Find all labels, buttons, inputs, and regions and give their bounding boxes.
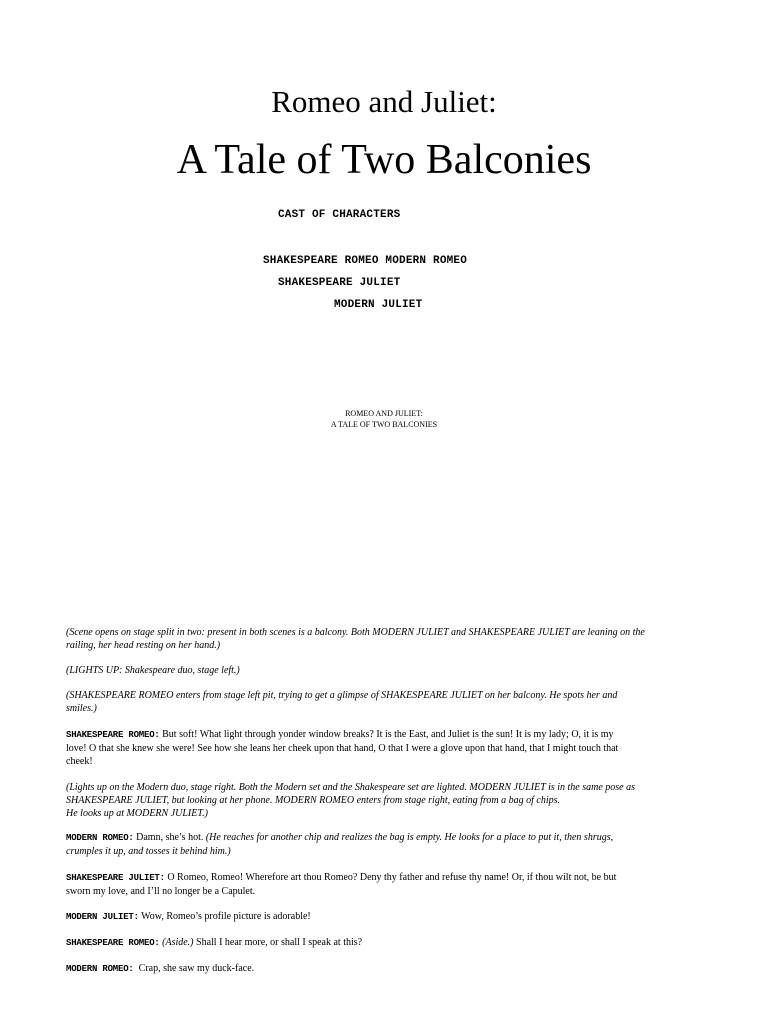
script-line: love! O that she knew she were! See how she leans her cheek upon that hand, O that I were a glove upon that hand, that I might touch that xyxy=(66,743,619,754)
speaker-name: MODERN ROMEO: xyxy=(66,964,134,974)
dialogue-shakespeare-juliet-1 xyxy=(66,871,706,898)
script-line: cheek! xyxy=(66,756,93,767)
dialogue-text: Crap, she saw my duck-face. xyxy=(133,963,255,974)
dialogue-shakespeare-romeo-2 xyxy=(66,936,706,950)
script-line: (Scene opens on stage split in two: present in both scenes is a balcony. Both MODERN JULIET and SHAKESPEARE JULIET are leaning on the xyxy=(66,627,645,638)
script-line: railing, her head resting on her hand.) xyxy=(66,640,221,651)
script-line: (LIGHTS UP: Shakespeare duo, stage left.) xyxy=(66,665,240,676)
script-line: crumples it up, and tosses it behind him.) xyxy=(66,846,231,857)
stage-direction: (Aside.) xyxy=(159,937,194,948)
dialogue-shakespeare-romeo-1 xyxy=(66,728,706,768)
cast-line-1: SHAKESPEARE ROMEO MODERN ROMEO xyxy=(263,255,468,267)
script-line: (SHAKESPEARE ROMEO enters from stage left pit, trying to get a glimpse of SHAKESPEARE JULIET on her balcony. He spots her and xyxy=(66,690,618,701)
title-line-2: A Tale of Two Balconies xyxy=(176,137,592,183)
stage-direction-4 xyxy=(66,781,706,820)
dialogue-text: O Romeo, Romeo! Wherefore art thou Romeo? Deny thy father and refuse thy name! Or, if thou wilt not, be but xyxy=(164,872,617,883)
speaker-name: SHAKESPEARE JULIET: xyxy=(66,873,165,883)
speaker-name: SHAKESPEARE ROMEO: xyxy=(66,938,160,948)
title-line-1: Romeo and Juliet: xyxy=(271,84,497,119)
script-line: (Lights up on the Modern duo, stage right. Both the Modern set and the Shakespeare set are lighted. MODERN JULIET is in the same pose as xyxy=(66,782,636,793)
dialogue-modern-juliet-1 xyxy=(66,910,706,924)
script-line: smiles.) xyxy=(66,703,97,714)
dialogue-text: Shall I hear more, or shall I speak at this? xyxy=(193,937,363,948)
speaker-name: SHAKESPEARE ROMEO: xyxy=(66,730,160,740)
cast-line-2: SHAKESPEARE JULIET xyxy=(278,277,401,289)
script-line: He looks up at MODERN JULIET.) xyxy=(66,808,209,819)
stage-direction: (He reaches for another chip and realizes the bag is empty. He looks for a place to put it, then shrugs, xyxy=(203,832,614,843)
script-line: sworn my love, and I’ll no longer be a Capulet. xyxy=(66,886,256,897)
speaker-name: MODERN JULIET: xyxy=(66,912,139,922)
stage-direction-1 xyxy=(66,626,706,652)
speaker-name: MODERN ROMEO: xyxy=(66,833,134,843)
dialogue-modern-romeo-2 xyxy=(66,962,706,976)
cast-line-3: MODERN JULIET xyxy=(334,299,423,311)
dialogue-text: Wow, Romeo’s profile picture is adorable! xyxy=(138,911,311,922)
dialogue-modern-romeo-1 xyxy=(66,831,706,858)
stage-direction-2 xyxy=(66,664,706,677)
stage-direction-3 xyxy=(66,689,706,715)
cast-heading: CAST OF CHARACTERS xyxy=(278,209,401,221)
page-title-line-2: A TALE OF TWO BALCONIES xyxy=(330,420,438,429)
dialogue-text: Damn, she’s hot. xyxy=(133,832,204,843)
page-title-line-1: ROMEO AND JULIET: xyxy=(345,409,423,418)
dialogue-text: But soft! What light through yonder window breaks? It is the East, and Juliet is the sun! It is my lady; O, it is my xyxy=(159,729,614,740)
script-line: SHAKESPEARE JULIET, but looking at her phone. MODERN ROMEO enters from stage right, eating from a bag of chips. xyxy=(66,795,561,806)
